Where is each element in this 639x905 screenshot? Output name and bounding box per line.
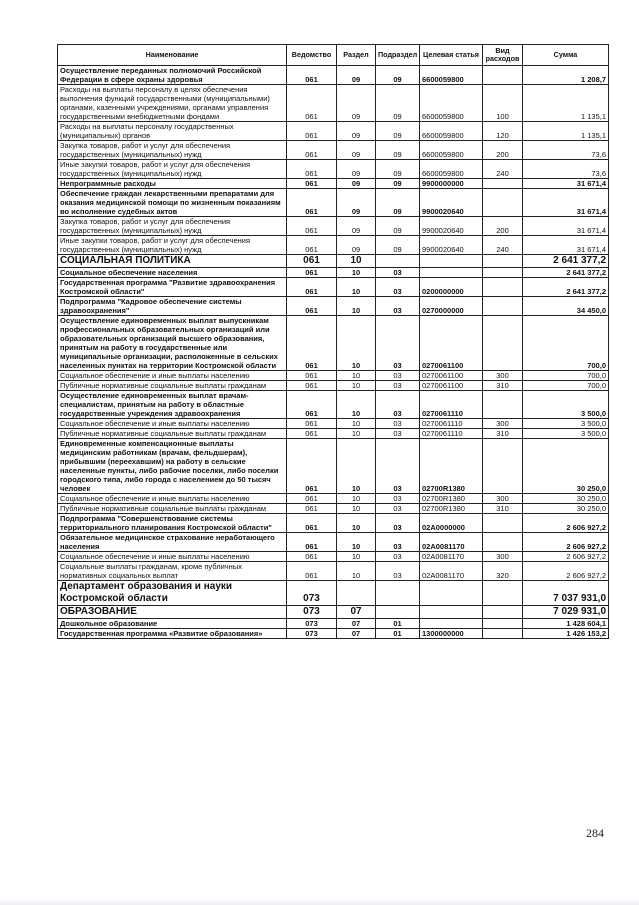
cell-razdel: 10 [337,255,376,268]
cell-target-article: 9900020640 [420,236,483,255]
header-podrazdel: Подраздел [376,45,420,66]
cell-expense-type: 310 [483,381,523,391]
cell-podrazdel: 03 [376,494,420,504]
cell-ved: 061 [287,255,337,268]
cell-expense-type: 300 [483,371,523,381]
cell-expense-type: 240 [483,160,523,179]
cell-target-article: 0270061110 [420,419,483,429]
cell-sum: 1 208,7 [523,66,609,85]
cell-ved: 061 [287,381,337,391]
table-row [58,504,609,514]
cell-ved: 061 [287,391,337,419]
cell-podrazdel: 03 [376,429,420,439]
cell-name: ОБРАЗОВАНИЕ [58,606,287,619]
cell-podrazdel: 03 [376,316,420,371]
header-name: Наименование [58,45,287,66]
table-header-row [58,45,609,66]
cell-target-article [420,606,483,619]
cell-ved: 073 [287,619,337,629]
cell-sum: 1 426 153,2 [523,629,609,639]
cell-expense-type [483,439,523,494]
cell-target-article: 0270061110 [420,391,483,419]
cell-podrazdel [376,606,420,619]
cell-sum: 1 428 604,1 [523,619,609,629]
cell-ved: 061 [287,189,337,217]
table-row [58,606,609,619]
cell-name: Единовременные компенсационные выплаты медицинским работникам (врачам, фельдшерам), прибывшим (переехавшим) на работу в сельские населенные пункты, либо рабочие поселки, либо поселки городского типа, либо города с населением до 50 тысяч человек [58,439,287,494]
cell-razdel: 10 [337,429,376,439]
cell-sum: 7 029 931,0 [523,606,609,619]
cell-expense-type [483,66,523,85]
table-row [58,619,609,629]
cell-sum: 31 671,4 [523,236,609,255]
cell-ved: 061 [287,297,337,316]
cell-target-article: 9900000000 [420,179,483,189]
table-row [58,278,609,297]
cell-expense-type [483,581,523,606]
cell-ved: 061 [287,278,337,297]
cell-razdel: 09 [337,141,376,160]
cell-expense-type: 300 [483,494,523,504]
cell-name: Публичные нормативные социальные выплаты гражданам [58,429,287,439]
cell-ved: 061 [287,179,337,189]
cell-sum: 73,6 [523,160,609,179]
cell-name: Обязательное медицинское страхование неработающего населения [58,533,287,552]
cell-ved: 061 [287,562,337,581]
cell-name: Социальные выплаты гражданам, кроме публичных нормативных социальных выплат [58,562,287,581]
cell-podrazdel: 03 [376,533,420,552]
table-row [58,141,609,160]
cell-expense-type [483,533,523,552]
cell-razdel: 09 [337,122,376,141]
cell-razdel: 09 [337,236,376,255]
table-row [58,179,609,189]
cell-expense-type: 200 [483,217,523,236]
cell-ved: 061 [287,514,337,533]
cell-razdel: 10 [337,268,376,278]
cell-name: Публичные нормативные социальные выплаты гражданам [58,504,287,514]
cell-razdel: 10 [337,391,376,419]
cell-razdel: 10 [337,439,376,494]
cell-podrazdel: 03 [376,439,420,494]
cell-expense-type [483,278,523,297]
cell-podrazdel: 09 [376,141,420,160]
scan-edge [0,899,639,905]
cell-podrazdel: 03 [376,297,420,316]
cell-razdel: 07 [337,606,376,619]
cell-razdel: 10 [337,381,376,391]
cell-ved: 061 [287,504,337,514]
cell-name: СОЦИАЛЬНАЯ ПОЛИТИКА [58,255,287,268]
cell-ved: 061 [287,494,337,504]
cell-ved: 061 [287,316,337,371]
cell-ved: 073 [287,581,337,606]
cell-podrazdel [376,255,420,268]
cell-razdel: 09 [337,160,376,179]
cell-podrazdel: 01 [376,619,420,629]
cell-target-article: 6600059800 [420,66,483,85]
cell-expense-type [483,514,523,533]
cell-target-article: 9900020640 [420,217,483,236]
table-body [58,66,609,639]
table-row [58,494,609,504]
table-row [58,189,609,217]
table-row [58,122,609,141]
cell-expense-type [483,391,523,419]
cell-expense-type [483,255,523,268]
cell-name: Социальное обеспечение и иные выплаты населению [58,371,287,381]
table-row [58,514,609,533]
cell-target-article: 6600059800 [420,122,483,141]
cell-sum: 31 671,4 [523,189,609,217]
table-row [58,85,609,122]
cell-expense-type: 300 [483,552,523,562]
cell-sum: 31 671,4 [523,179,609,189]
cell-ved: 061 [287,552,337,562]
cell-name: Социальное обеспечение населения [58,268,287,278]
cell-sum: 2 606 927,2 [523,552,609,562]
cell-razdel: 09 [337,85,376,122]
cell-target-article: 02700R1380 [420,494,483,504]
cell-target-article: 0200000000 [420,278,483,297]
cell-target-article: 0270061100 [420,381,483,391]
budget-table [57,44,609,639]
cell-name: Государственная программа "Развитие здравоохранения Костромской области" [58,278,287,297]
cell-target-article: 02А0081170 [420,533,483,552]
table-row [58,217,609,236]
cell-ved: 061 [287,160,337,179]
cell-podrazdel [376,581,420,606]
cell-target-article [420,581,483,606]
cell-podrazdel: 09 [376,217,420,236]
cell-ved: 061 [287,533,337,552]
cell-podrazdel: 09 [376,122,420,141]
cell-name: Департамент образования и науки Костромской области [58,581,287,606]
cell-razdel: 07 [337,619,376,629]
cell-target-article: 0270061110 [420,429,483,439]
cell-sum: 34 450,0 [523,297,609,316]
cell-razdel: 10 [337,297,376,316]
cell-name: Иные закупки товаров, работ и услуг для обеспечения государственных (муниципальных) нужд [58,236,287,255]
cell-name: Закупка товаров, работ и услуг для обеспечения государственных (муниципальных) нужд [58,217,287,236]
cell-expense-type [483,629,523,639]
table-row [58,160,609,179]
cell-podrazdel: 03 [376,514,420,533]
cell-expense-type [483,316,523,371]
cell-expense-type: 100 [483,85,523,122]
table-row [58,268,609,278]
cell-name: Подпрограмма "Совершенствование системы территориального планирования Костромской области" [58,514,287,533]
cell-ved: 061 [287,439,337,494]
cell-target-article [420,268,483,278]
cell-razdel: 10 [337,316,376,371]
cell-expense-type [483,297,523,316]
cell-expense-type: 120 [483,122,523,141]
cell-razdel: 10 [337,504,376,514]
cell-ved: 061 [287,66,337,85]
cell-sum: 2 606 927,2 [523,562,609,581]
cell-podrazdel: 03 [376,562,420,581]
cell-podrazdel: 09 [376,160,420,179]
table-row [58,236,609,255]
cell-ved: 061 [287,268,337,278]
table-row [58,381,609,391]
cell-podrazdel: 09 [376,85,420,122]
cell-name: Осуществление единовременных выплат врачам-специалистам, принятым на работу в областные государственные учреждения здравоохранения [58,391,287,419]
cell-expense-type: 310 [483,504,523,514]
cell-podrazdel: 09 [376,236,420,255]
table-row [58,371,609,381]
table-row [58,66,609,85]
cell-expense-type [483,606,523,619]
cell-name: Закупка товаров, работ и услуг для обеспечения государственных (муниципальных) нужд [58,141,287,160]
header-expense-type: Вид расходов [483,45,523,66]
cell-razdel: 09 [337,217,376,236]
cell-razdel: 10 [337,514,376,533]
cell-target-article: 6600059800 [420,85,483,122]
cell-ved: 073 [287,629,337,639]
table-row [58,429,609,439]
cell-razdel: 09 [337,189,376,217]
cell-name: Осуществление единовременных выплат выпускникам профессиональных образовательных организаций или образовательных организаций высшего образования, принятым на работу в государственные или муниципальные организации, расположенные в сельских населенных пунктах на территории Костромской области [58,316,287,371]
cell-sum: 2 641 377,2 [523,268,609,278]
cell-sum: 3 500,0 [523,391,609,419]
cell-ved: 061 [287,429,337,439]
cell-target-article: 0270061100 [420,371,483,381]
cell-expense-type [483,619,523,629]
cell-sum: 2 641 377,2 [523,255,609,268]
cell-name: Непрограммные расходы [58,179,287,189]
cell-razdel: 10 [337,494,376,504]
cell-sum: 700,0 [523,381,609,391]
cell-ved: 061 [287,85,337,122]
header-razdel: Раздел [337,45,376,66]
table-row [58,533,609,552]
cell-ved: 061 [287,217,337,236]
cell-sum: 3 500,0 [523,429,609,439]
cell-ved: 061 [287,141,337,160]
cell-name: Подпрограмма "Кадровое обеспечение системы здравоохранения" [58,297,287,316]
cell-sum: 73,6 [523,141,609,160]
table-row [58,391,609,419]
cell-podrazdel: 03 [376,278,420,297]
cell-sum: 1 135,1 [523,85,609,122]
cell-podrazdel: 09 [376,66,420,85]
cell-name: Социальное обеспечение и иные выплаты населению [58,419,287,429]
cell-expense-type: 320 [483,562,523,581]
cell-podrazdel: 03 [376,371,420,381]
table-row [58,419,609,429]
cell-podrazdel: 09 [376,189,420,217]
cell-target-article: 02700R1380 [420,439,483,494]
cell-name: Социальное обеспечение и иные выплаты населению [58,552,287,562]
cell-sum: 700,0 [523,371,609,381]
table-row [58,439,609,494]
cell-name: Расходы на выплаты персоналу государственных (муниципальных) органов [58,122,287,141]
cell-podrazdel: 03 [376,504,420,514]
header-target-article: Целевая статья [420,45,483,66]
cell-podrazdel: 03 [376,419,420,429]
cell-podrazdel: 09 [376,179,420,189]
cell-expense-type [483,268,523,278]
cell-podrazdel: 03 [376,381,420,391]
cell-target-article: 0270000000 [420,297,483,316]
cell-name: Обеспечение граждан лекарственными препаратами для оказания медицинской помощи по жизненным показаниям во исполнение судебных актов [58,189,287,217]
cell-ved: 061 [287,122,337,141]
cell-target-article: 1300000000 [420,629,483,639]
cell-name: Социальное обеспечение и иные выплаты населению [58,494,287,504]
table-row [58,316,609,371]
cell-target-article [420,619,483,629]
cell-expense-type: 300 [483,419,523,429]
cell-expense-type: 310 [483,429,523,439]
cell-target-article: 02А0081170 [420,552,483,562]
cell-razdel: 07 [337,629,376,639]
cell-sum: 700,0 [523,316,609,371]
cell-ved: 061 [287,371,337,381]
cell-target-article [420,255,483,268]
table-row [58,552,609,562]
cell-name: Иные закупки товаров, работ и услуг для обеспечения государственных (муниципальных) нужд [58,160,287,179]
cell-razdel: 10 [337,371,376,381]
cell-target-article: 02А0081170 [420,562,483,581]
table-row [58,562,609,581]
cell-target-article: 02700R1380 [420,504,483,514]
cell-name: Государственная программа «Развитие образования» [58,629,287,639]
cell-podrazdel: 01 [376,629,420,639]
cell-razdel: 10 [337,552,376,562]
cell-podrazdel: 03 [376,391,420,419]
cell-sum: 2 606 927,2 [523,533,609,552]
cell-razdel: 10 [337,562,376,581]
table-row [58,255,609,268]
header-ved: Ведомство [287,45,337,66]
cell-name: Дошкольное образование [58,619,287,629]
cell-podrazdel: 03 [376,268,420,278]
cell-ved: 061 [287,419,337,429]
cell-target-article: 6600059800 [420,160,483,179]
cell-sum: 7 037 931,0 [523,581,609,606]
cell-sum: 30 250,0 [523,439,609,494]
table-row [58,297,609,316]
cell-podrazdel: 03 [376,552,420,562]
cell-expense-type: 200 [483,141,523,160]
cell-target-article: 6600059800 [420,141,483,160]
header-sum: Сумма [523,45,609,66]
cell-name: Публичные нормативные социальные выплаты гражданам [58,381,287,391]
cell-name: Расходы на выплаты персоналу в целях обеспечения выполнения функций государственными (муниципальными) органами, казенными учреждениями, органами управления государственными внебюджетными фондами [58,85,287,122]
cell-razdel: 10 [337,278,376,297]
cell-expense-type [483,179,523,189]
cell-sum: 30 250,0 [523,494,609,504]
cell-razdel: 09 [337,66,376,85]
table-row [58,581,609,606]
cell-expense-type: 240 [483,236,523,255]
cell-razdel: 09 [337,179,376,189]
cell-sum: 2 641 377,2 [523,278,609,297]
page-number: 284 [586,826,604,840]
cell-expense-type [483,189,523,217]
cell-razdel: 10 [337,533,376,552]
cell-ved: 073 [287,606,337,619]
cell-razdel: 10 [337,419,376,429]
cell-sum: 31 671,4 [523,217,609,236]
cell-razdel [337,581,376,606]
cell-target-article: 9900020640 [420,189,483,217]
cell-sum: 3 500,0 [523,419,609,429]
cell-ved: 061 [287,236,337,255]
cell-target-article: 02А0000000 [420,514,483,533]
table-row [58,629,609,639]
cell-sum: 30 250,0 [523,504,609,514]
cell-target-article: 0270061100 [420,316,483,371]
cell-sum: 1 135,1 [523,122,609,141]
cell-sum: 2 606 927,2 [523,514,609,533]
cell-name: Осуществление переданных полномочий Российской Федерации в сфере охраны здоровья [58,66,287,85]
